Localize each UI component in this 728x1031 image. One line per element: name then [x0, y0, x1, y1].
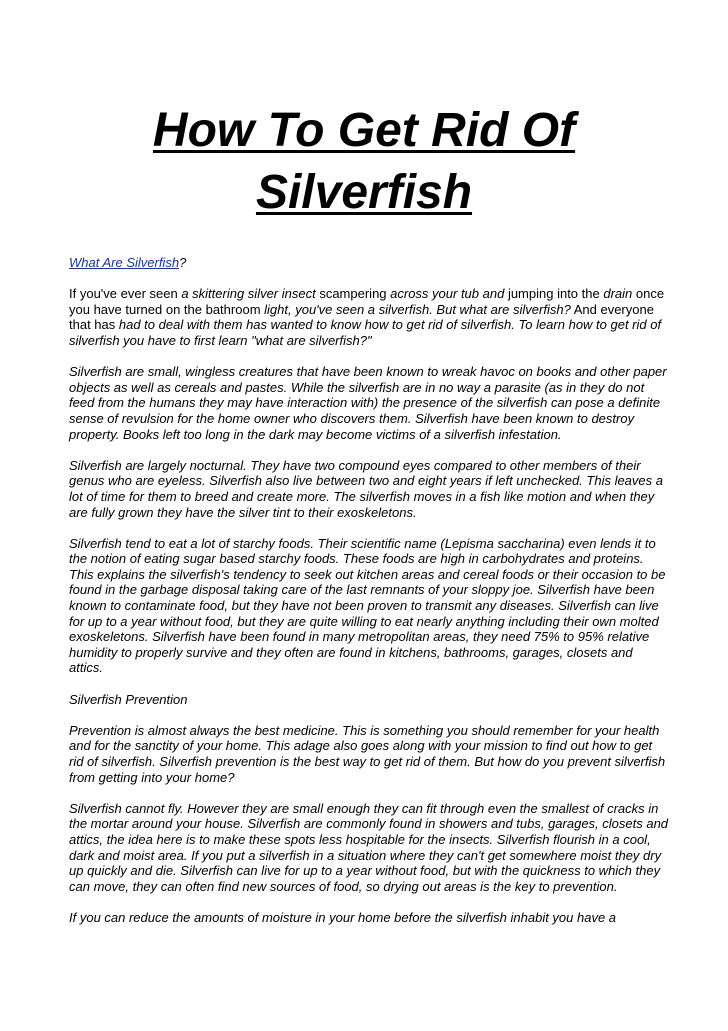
what-are-silverfish-link[interactable]: What Are Silverfish: [69, 255, 180, 270]
p1-seg: once you have turned on the bathroom: [69, 286, 665, 317]
paragraph-1: [69, 286, 669, 348]
p1-seg: light, you've seen a silverfish. But what are silverfish?: [264, 301, 571, 317]
intro-suffix: ?: [179, 255, 187, 270]
p1-seg: a skittering silver insect: [181, 286, 316, 302]
p1-seg: And everyone that has: [69, 301, 654, 333]
p1-seg: scampering: [315, 286, 391, 302]
paragraph-5: Prevention is almost always the best medicine. This is something you should remember for your health and for the sanctity of your home. This adage also goes along with your mission to find out how to get rid of silverfish. Silverfish prevention is the best way to get rid of them. But how do you prevent silverfish from getting into your home?: [69, 722, 666, 785]
article-body: [69, 255, 669, 941]
p1-seg: had to deal with them has wanted to know how to get rid of silverfish. To learn how to get rid of silverfish you have to first learn "what are silverfish?": [69, 317, 662, 348]
paragraph-7: If you can reduce the amounts of moisture in your home before the silverfish inhabit you have a: [69, 909, 617, 925]
paragraph-6: Silverfish cannot fly. However they are small enough they can fit through even the smallest of cracks in the mortar around your house. Silverfish are commonly found in showers and tubs, garages, closets and attics, the idea here is to make these spots less hospitable for the insects. Silverfish flourish in a cool, dark and moist area. If you put a silverfish in a situation where they can't get somewhere moist they dry up quickly and die. Silverfish can live for up to a year without food, but with the quickness to which they can move, they can often find new sources of food, so drying out areas is the key to prevention.: [69, 800, 669, 894]
paragraph-2: Silverfish are small, wingless creatures that have been known to wreak havoc on books and other paper objects as well as cereals and pastes. While the silverfish are in no way a parasite (as in they do not feed from the humans they may have interaction with) the presence of the silverfish can pose a definite sense of revulsion for the home owner who discovers them. Silverfish have been known to destroy property. Books left too long in the dark may become victims of a silverfish infestation.: [69, 364, 667, 442]
p1-seg: jumping into the: [504, 286, 604, 302]
page-title: [60, 100, 668, 224]
p1-seg: across your tub and: [390, 286, 505, 302]
paragraph-4: Silverfish tend to eat a lot of starchy foods. Their scientific name (Lepisma saccharina) even lends it to the notion of eating sugar based starchy foods. These foods are high in carbohydrates and proteins. This explains the silverfish's tendency to seek out kitchen areas and cereal foods or their occasion to be found in the garbage disposal taking care of the last remnants of your sloppy joe. Silverfish have been known to contaminate food, but they have not been proven to transmit any diseases. Silverfish can live for up to a year without food, but they are quite willing to eat nearly anything including their own molted exoskeletons. Silverfish have been found in many metropolitan areas, they need 75% to 95% relative humidity to properly survive and they often are found in kitchens, bathrooms, garages, closets and attics.: [69, 535, 666, 676]
paragraph-3: Silverfish are largely nocturnal. They have two compound eyes compared to other members of their genus who are eyeless. Silverfish also live between two and eight years if left unchecked. This leaves a lot of time for them to breed and create more. The silverfish moves in a fish like motion and when they are fully grown they have the silver tint to their exoskeletons.: [69, 457, 663, 520]
title-line-2: Silverfish: [255, 166, 473, 219]
title-line-1: How To Get Rid Of: [152, 104, 576, 157]
p1-seg: If you've ever seen: [69, 286, 182, 302]
intro-line: [69, 255, 669, 271]
section-heading-prevention: Silverfish Prevention: [69, 691, 188, 707]
p1-seg: drain: [603, 286, 633, 302]
